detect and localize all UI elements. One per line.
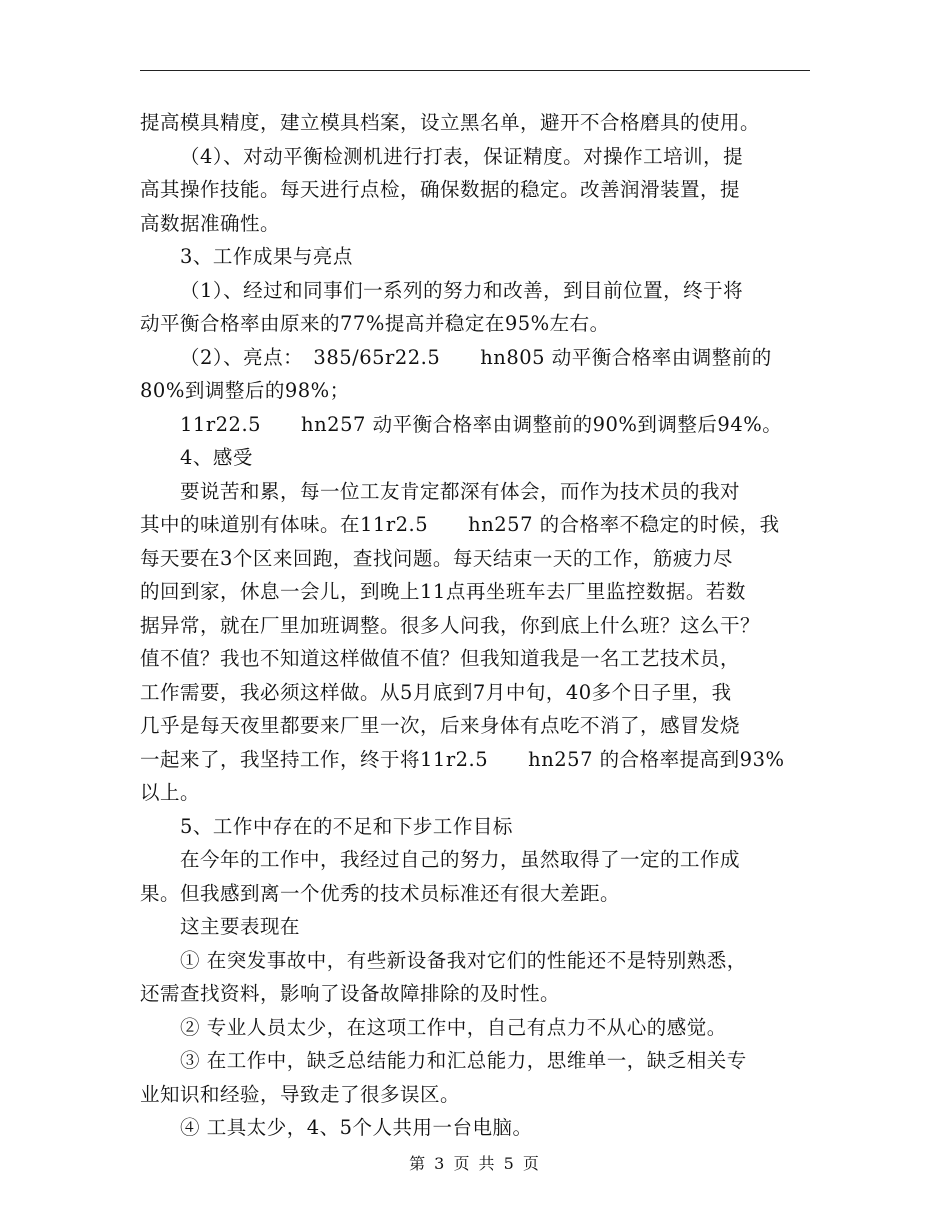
list-item: ② 专业人员太少，在这项工作中，自己有点力不从心的感觉。 <box>180 1015 727 1039</box>
body-line: 80%到调整后的98%； <box>140 379 350 402</box>
body-line: 值不值？我也不知道这样做值不值？但我知道我是一名工艺技术员， <box>140 647 741 670</box>
section-heading: 4、感受 <box>180 446 253 469</box>
body-line: 的回到家，休息一会儿，到晚上11点再坐班车去厂里监控数据。若数 <box>140 580 746 603</box>
body-line: 这主要表现在 <box>180 915 301 938</box>
body-line: 提高模具精度，建立模具档案，设立黑名单，避开不合格磨具的使用。 <box>140 111 761 134</box>
body-line: （1）、经过和同事们一系列的努力和改善，到目前位置，终于将 <box>180 278 744 302</box>
section-heading: 5、工作中存在的不足和下步工作目标 <box>180 814 513 838</box>
body-line: 动平衡合格率由原来的77%提高并稳定在95%左右。 <box>140 312 610 335</box>
body-line: （2）、亮点： 385/65r22.5 hn805 动平衡合格率由调整前的 <box>180 345 772 369</box>
body-line: 11r22.5 hn257 动平衡合格率由调整前的90%到调整后94%。 <box>180 412 783 436</box>
list-item: ③ 在工作中，缺乏总结能力和汇总能力，思维单一，缺乏相关专 <box>180 1049 747 1072</box>
body-line: 每天要在3个区来回跑，查找问题。每天结束一天的工作，筋疲力尽 <box>140 546 733 570</box>
body-line: （4）、对动平衡检测机进行打表，保证精度。对操作工培训，提 <box>180 144 744 168</box>
list-item: ④ 工具太少，4、5个人共用一台电脑。 <box>180 1116 533 1139</box>
list-item: ① 在突发事故中，有些新设备我对它们的性能还不是特别熟悉， <box>180 948 747 972</box>
body-line: 高数据准确性。 <box>140 211 281 235</box>
body-line: 果。但我感到离一个优秀的技术员标准还有很大差距。 <box>140 881 621 905</box>
body-line: 还需查找资料，影响了设备故障排除的及时性。 <box>140 982 561 1005</box>
body-line: 以上。 <box>140 781 201 804</box>
header-rule <box>140 70 810 71</box>
body-line: 几乎是每天夜里都要来厂里一次，后来身体有点吃不消了，感冒发烧 <box>140 714 741 737</box>
body-line: 业知识和经验，导致走了很多误区。 <box>140 1082 461 1106</box>
body-line: 一起来了，我坚持工作，终于将11r2.5 hn257 的合格率提高到93% <box>140 747 785 771</box>
document-body <box>140 106 810 1145</box>
body-line: 在今年的工作中，我经过自己的努力，虽然取得了一定的工作成 <box>180 848 741 871</box>
page-number-footer: 第 3 页 共 5 页 <box>409 1154 541 1173</box>
body-line: 据异常，就在厂里加班调整。很多人问我，你到底上什么班？这么干？ <box>140 613 761 637</box>
body-line: 高其操作技能。每天进行点检，确保数据的稳定。改善润滑装置，提 <box>140 178 741 201</box>
body-line: 工作需要，我必须这样做。从5月底到7月中旬，40多个日子里，我 <box>140 680 732 704</box>
body-line: 要说苦和累，每一位工友肯定都深有体会，而作为技术员的我对 <box>180 479 741 503</box>
body-line: 其中的味道别有体味。在11r2.5 hn257 的合格率不稳定的时候，我 <box>140 513 780 536</box>
section-heading: 3、工作成果与亮点 <box>180 245 353 268</box>
